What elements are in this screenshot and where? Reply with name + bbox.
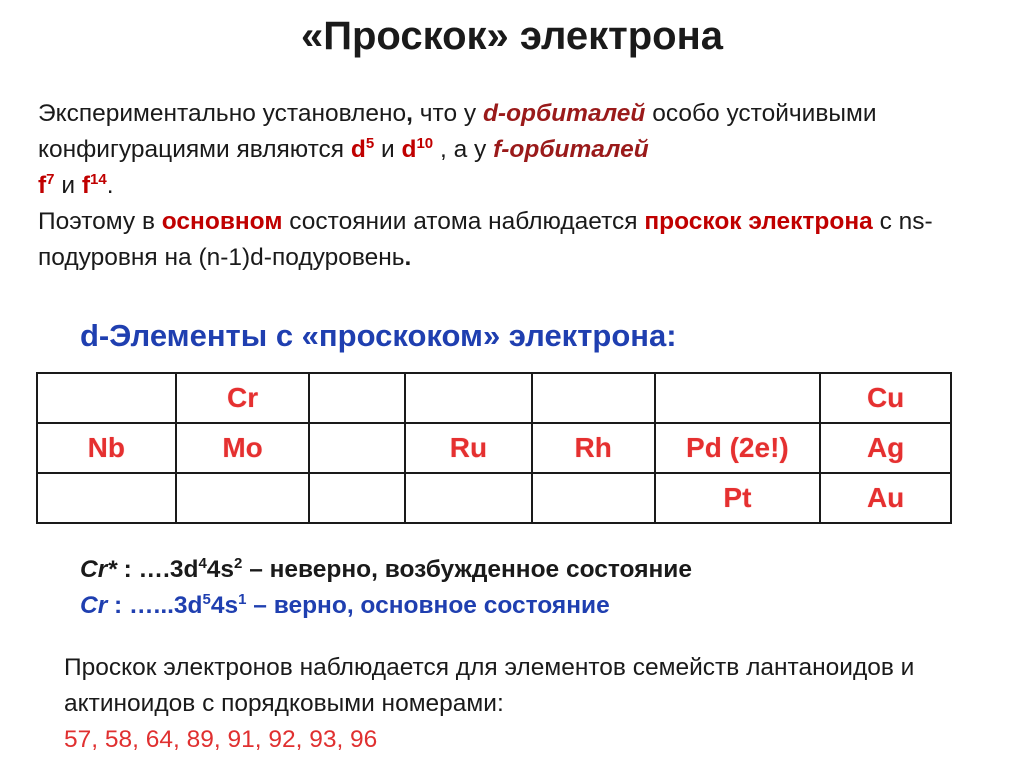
right-config-line: Cr : $\dots...3d^54s^1$ – верно, основное состояние: [80, 591, 610, 619]
table-cell: Nb: [37, 423, 176, 473]
table-cell: [532, 373, 655, 423]
table-cell: Cr: [176, 373, 310, 423]
table-cell: [176, 473, 310, 523]
table-row: [37, 423, 951, 473]
table-cell: Pd (2e!): [655, 423, 821, 473]
table-cell: [309, 473, 405, 523]
footer-paragraph: [64, 650, 1004, 758]
d10-config: $d^{10}$: [401, 135, 434, 163]
intro-text: Экспериментально установлено: [38, 100, 407, 127]
table-cell: [655, 373, 821, 423]
slide-title: «Проскок» электрона: [301, 14, 723, 58]
table-cell: [405, 373, 532, 423]
intro-text: Поэтому в: [38, 208, 162, 235]
table-cell: [532, 473, 655, 523]
ground-state-term: основном: [161, 208, 283, 235]
wrong-config-line: Cr* : $\dots.3d^44s^2$ – неверно, возбужденное состояние: [80, 555, 692, 583]
f7-config: $f^7$: [38, 171, 55, 199]
intro-text: с ns-подуровня на (n-1)d-подуровень: [38, 208, 933, 271]
table-cell: Ag: [820, 423, 951, 473]
table-cell: Mo: [176, 423, 310, 473]
table-cell: [309, 373, 405, 423]
config-label: Cr: [80, 592, 108, 619]
table-cell: [37, 373, 176, 423]
intro-text: состоянии атома наблюдается: [282, 208, 645, 235]
intro-paragraph: [38, 96, 1013, 276]
d-orbitals-term: d-орбиталей: [482, 100, 646, 127]
d5-config: $d^5$: [350, 135, 375, 163]
f14-config: $f^{14}$: [81, 171, 107, 199]
table-cell: [405, 473, 532, 523]
footer-text: Проскок электронов наблюдается для элементов семейств лантаноидов и актиноидов с порядковыми номерами:: [64, 654, 915, 717]
atomic-numbers: 57, 58, 64, 89, 91, 92, 93, 96: [64, 726, 378, 753]
intro-text: .: [106, 172, 114, 199]
table-row: [37, 473, 951, 523]
f-orbitals-term: f-орбиталей: [493, 136, 649, 163]
table-cell: Au: [820, 473, 951, 523]
intro-text: и: [54, 172, 82, 199]
elements-table: [36, 372, 952, 524]
config-label: Cr*: [80, 556, 117, 583]
intro-comma: ,: [406, 100, 413, 127]
electron-jump-term: проскок электрона: [644, 208, 873, 235]
configurations: [80, 552, 692, 624]
intro-text: особо устойчивыми конфигурациями являются: [38, 100, 877, 163]
table-row: [37, 373, 951, 423]
intro-text: и: [374, 136, 402, 163]
table-cell: Pt: [655, 473, 821, 523]
table-cell: Rh: [532, 423, 655, 473]
intro-period: .: [404, 244, 412, 271]
section-subtitle: d-Элементы с «проскоком» электрона:: [80, 318, 677, 353]
intro-text: что у: [412, 100, 483, 127]
table-cell: [309, 423, 405, 473]
table-cell: Ru: [405, 423, 532, 473]
table-cell: [37, 473, 176, 523]
table-cell: Cu: [820, 373, 951, 423]
intro-text: , а у: [433, 136, 494, 163]
